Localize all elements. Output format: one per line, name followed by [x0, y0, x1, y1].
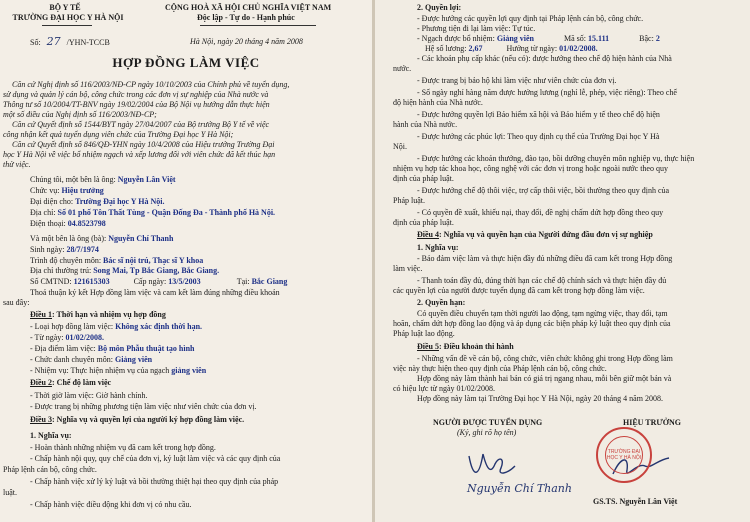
art1-heading: Điều 1: Thời hạn và nhiệm vụ hợp đồng [30, 310, 166, 319]
preamble-line: sử dụng và quản lý cán bộ, công chức trong các đơn vị sự nghiệp của Nhà nước và [3, 90, 269, 99]
party-b-intro: Và một bên là ông (bà): Nguyễn Chí Thanh [30, 234, 174, 243]
art1-type: - Loại hợp đồng làm việc: Không xác định thời hạn. [30, 322, 203, 331]
benefit-line: Nội. [393, 142, 407, 151]
employee-sign-title: NGƯỜI ĐƯỢC TUYỂN DỤNG [433, 418, 543, 427]
art1-title: - Chức danh chuyên môn: Giảng viên [30, 355, 153, 364]
benefit-line: - Các khoản phụ cấp khác (nếu có): được hưởng theo chế độ hiện hành của Nhà [417, 54, 672, 63]
benefit-line: - Được hưởng các quyền lợi quy định tại Pháp lệnh cán bộ, công chức. [417, 14, 644, 23]
party-a-phone: Điện thoại: 04.8523798 [30, 219, 106, 228]
preamble-line: công nhận kết quả tuyển dụng viên chức của Trường Đại học Y Hà Nội; [3, 130, 234, 139]
art4-line: - Bảo đảm việc làm và thực hiện đầy đủ những điều đã cam kết trong Hợp đồng [417, 254, 673, 263]
art3-duty-line: luật. [3, 488, 17, 497]
art3-sub1: 1. Nghĩa vụ: [30, 431, 72, 440]
employee-handwritten-name: Nguyễn Chí Thanh [467, 482, 572, 495]
party-b-dob: Sinh ngày: 28/7/1974 [30, 245, 99, 254]
art4-line: Pháp luật lao động. [393, 329, 455, 338]
art4-line: làm việc. [393, 264, 423, 273]
party-b-address: Địa chỉ thường trú: Song Mai, Tp Bắc Giang, Bắc Giang. [30, 266, 220, 275]
preamble-line: học Y Hà Nội về việc bổ nhiệm ngạch và xếp lương đối với viên chức đã kết thúc hạn [3, 150, 276, 159]
art3-sub2: 2. Quyền lợi: [417, 3, 462, 12]
rector-sign-title: HIỆU TRƯỞNG [623, 418, 682, 427]
art4-sub1: 1. Nghĩa vụ: [417, 243, 459, 252]
header-rule-left [42, 25, 92, 26]
art3-duty-line: Pháp lệnh cán bộ, công chức. [3, 465, 97, 474]
page-title: HỢP ĐỒNG LÀM VIỆC [112, 55, 260, 70]
art4-line: các quyền lợi của người được tuyển dụng đã cam kết trong hợp đồng làm việc. [393, 286, 645, 295]
art5-line: việc này thực hiện theo quy định của Pháp lệnh cán bộ, công chức. [393, 364, 607, 373]
doc-date: Hà Nội, ngày 20 tháng 4 năm 2008 [190, 37, 303, 46]
party-a-intro: Chúng tôi, một bên là ông: Nguyễn Lân Việt [30, 175, 176, 184]
employee-sign-note: (Ký, ghi rõ họ tên) [457, 428, 517, 437]
agreement-line: sau đây: [3, 298, 30, 307]
doc-number-hand: 27 [46, 35, 61, 48]
art4-line: Có quyền điều chuyển tạm thời người lao động, tạm ngừng việc, thay đổi, tạm [417, 309, 668, 318]
party-b-education: Trình độ chuyên môn: Bác sĩ nội trú, Thạc sĩ Y khoa [30, 256, 204, 265]
school: TRƯỜNG ĐẠI HỌC Y HÀ NỘI [12, 13, 124, 22]
art2-line: - Được trang bị những phương tiện làm việc như viên chức của đơn vị. [30, 402, 257, 411]
party-a-position: Chức vụ: Hiệu trưởng [30, 186, 104, 195]
benefit-line: - Số ngày nghỉ hàng năm được hưởng lương (nghỉ lễ, phép, việc riêng): Theo chế [417, 88, 677, 97]
preamble-line: một số điều của Nghị định số 116/2003/NĐ-CP; [3, 110, 157, 119]
motto: Độc lập - Tự do - Hạnh phúc [197, 13, 295, 22]
benefit-line: định của pháp luật. [393, 174, 454, 183]
ministry: BỘ Y TẾ [49, 3, 81, 12]
header-rule-right [200, 25, 316, 26]
benefit-line: - Được trang bị bảo hộ khi làm việc như viên chức của đơn vị. [417, 76, 617, 85]
art5-line: Hợp đồng này làm thành hai bản có giá trị ngang nhau, mỗi bên giữ một bản và [417, 374, 672, 383]
art3-duty-line: - Hoàn thành những nhiệm vụ đã cam kết trong hợp đồng. [30, 443, 216, 452]
rector-name: GS.TS. Nguyễn Lân Việt [593, 497, 678, 506]
preamble-line: Căn cứ Quyết định số 1544/BYT ngày 27/04/2007 của Bộ trưởng Bộ Y tế về việc [12, 120, 270, 129]
art3-duty-line: - Chấp hành việc xử lý kỷ luật và bồi thường thiệt hại theo quy định của pháp [30, 477, 279, 486]
benefit-line: - Được hưởng các phúc lợi: Theo quy định cụ thể của Trường Đại học Y Hà [417, 132, 660, 141]
art4-sub2: 2. Quyền hạn: [417, 298, 466, 307]
employee-signature-icon [465, 448, 525, 484]
preamble-line: thử việc. [3, 160, 31, 169]
school-seal-icon [596, 427, 652, 483]
benefit-line: hành của Nhà nước. [393, 120, 458, 129]
art3-heading: Điều 3: Nghĩa vụ và quyền lợi của người ký hợp đồng làm việc. [30, 415, 245, 424]
art1-place: - Địa điểm làm việc: Bộ môn Phẫu thuật tạo hình [30, 344, 195, 353]
seal-text: TRƯỜNG ĐẠI HỌC Y HÀ NỘI [605, 436, 643, 474]
benefit-line: định của pháp luật. [393, 218, 454, 227]
benefit-line: - Được hưởng chế độ thôi việc, trợ cấp thôi việc, bồi thường theo quy định của [417, 186, 670, 195]
art3-duty-line: - Chấp hành nội quy, quy chế của đơn vị, kỷ luật làm việc và các quy định của [30, 454, 281, 463]
art4-heading: Điều 4: Nghĩa vụ và quyền hạn của Người đứng đầu đơn vị sự nghiệp [417, 230, 653, 239]
art4-line: hoãn, chấm dứt hợp đồng lao động và áp dụng các biện pháp kỷ luật theo quy định của [393, 319, 671, 328]
party-a-rep: Đại diện cho: Trường Đại học Y Hà Nội. [30, 197, 165, 206]
benefit-line: độ hiện hành của Nhà nước. [393, 98, 483, 107]
art5-line: có hiệu lực từ ngày 01/02/2008. [393, 384, 495, 393]
art4-line: - Thanh toán đầy đủ, đúng thời hạn các chế độ chính sách và thực hiện đầy đủ [417, 276, 667, 285]
art2-line: - Thời giờ làm việc: Giờ hành chính. [30, 391, 148, 400]
art1-duty: - Nhiệm vụ: Thực hiện nhiệm vụ của ngạch giảng viên [30, 366, 207, 375]
preamble-line: Thông tư số 10/2004/TT-BNV ngày 19/02/2004 của Bộ Nội vụ hướng dẫn thực hiện [3, 100, 270, 109]
benefit-line: nước. [393, 64, 412, 73]
benefit-line: Pháp luật. [393, 196, 425, 205]
preamble-line: Căn cứ Quyết định số 846/QĐ-YHN ngày 10/4/2008 của Hiệu trưởng Trường Đại [12, 140, 275, 149]
art3-duty-line: - Chấp hành việc điều động khi đơn vị có nhu cầu. [30, 500, 192, 509]
benefit-line: - Được hưởng các khoản thưởng, đào tạo, bồi dưỡng chuyên môn nghiệp vụ, thực hiện [417, 154, 695, 163]
doc-number: Số: 27 /YHN-TCCB [30, 35, 110, 48]
right-page [375, 0, 750, 522]
benefit-line: - Có quyền đề xuất, khiếu nại, thay đổi, đề nghị chấm dứt hợp đồng theo quy [417, 208, 664, 217]
benefit-line: - Được hưởng quyền lợi Bảo hiểm xã hội và Bảo hiểm y tế theo chế độ hiện [417, 110, 660, 119]
party-b-id: Số CMTND: 121615303 Cấp ngày: 13/5/2003 Tại: Bắc Giang [30, 277, 288, 286]
benefit-line: nhiệm vụ hợp tác khoa học, công nghệ với các đơn vị trong hoặc ngoài nước theo quy [393, 164, 668, 173]
preamble-line: Căn cứ Nghị định số 116/2003/NĐ-CP ngày 10/10/2003 của Chính phủ về tuyển dụng, [12, 80, 290, 89]
art5-heading: Điều 5: Điều khoản thi hành [417, 342, 514, 351]
benefit-rank: - Ngạch được bổ nhiệm: Giảng viên Mã số: 15.111 Bậc: 2 [417, 34, 660, 43]
art1-from: - Từ ngày: 01/02/2008. [30, 333, 104, 342]
art5-line: Hợp đồng này làm tại Trường Đại học Y Hà Nội, ngày 20 tháng 4 năm 2008. [417, 394, 663, 403]
benefit-coef: Hệ số lương: 2,67 Hưởng từ ngày: 01/02/2008. [425, 44, 598, 53]
republic: CỘNG HOÀ XÃ HỘI CHỦ NGHĨA VIỆT NAM [165, 3, 332, 12]
agreement-line: Thoả thuận ký kết Hợp đồng làm việc và cam kết làm đúng những điều khoản [30, 288, 280, 297]
benefit-line: - Phương tiện đi lại làm việc: Tự túc. [417, 24, 536, 33]
party-a-address: Địa chỉ: Số 01 phố Tôn Thất Tùng - Quận Đống Đa - Thành phố Hà Nội. [30, 208, 276, 217]
art2-heading: Điều 2: Chế độ làm việc [30, 378, 112, 387]
art5-line: - Những vấn đề về cán bộ, công chức, viên chức không ghi trong Hợp đồng làm [417, 354, 673, 363]
